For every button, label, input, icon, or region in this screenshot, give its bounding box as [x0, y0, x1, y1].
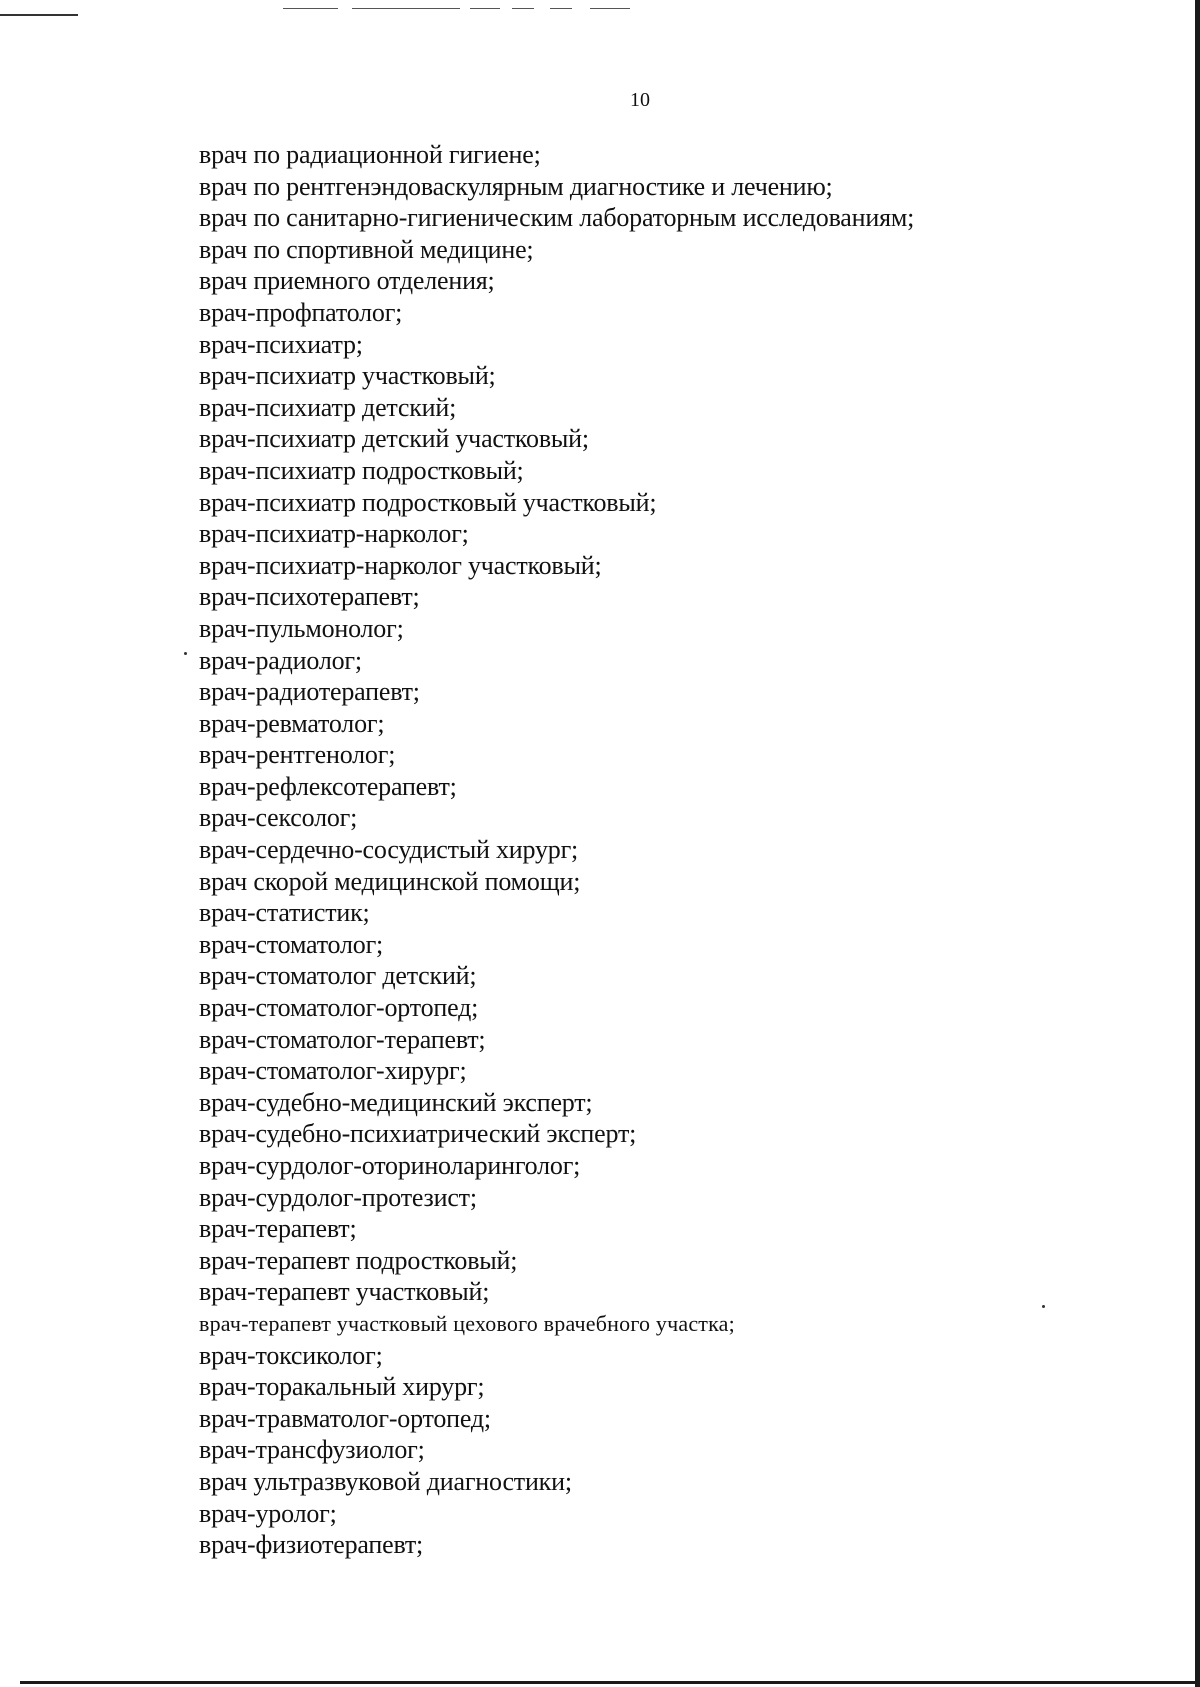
list-item: врач по радиационной гигиене; [199, 140, 541, 169]
list-item: врач по спортивной медицине; [199, 234, 534, 264]
scan-speck [184, 652, 187, 655]
list-item: врач-ревматолог; [199, 708, 385, 738]
scan-border-bottom [20, 1681, 1200, 1684]
scan-artifact-dash [470, 8, 500, 9]
specialty-list [199, 139, 914, 1561]
list-item: врач ультразвуковой диагностики; [199, 1466, 572, 1496]
list-item: врач-терапевт участковый; [199, 1277, 490, 1307]
scan-artifact-dash [352, 8, 460, 9]
scan-artifact-dash [512, 8, 534, 9]
list-item: врач по санитарно-гигиеническим лабораторным исследованиям; [199, 203, 915, 233]
page-number: 10 [630, 89, 650, 111]
scan-artifact-dash [550, 8, 572, 9]
list-item: врач-уролог; [199, 1498, 337, 1528]
list-item: врач-психиатр подростковый участковый; [199, 487, 657, 517]
scan-artifact-top-left [0, 14, 78, 16]
list-item: врач-профпатолог; [199, 297, 403, 327]
list-item: врач приемного отделения; [199, 266, 495, 296]
list-item: врач-сурдолог-протезист; [199, 1182, 477, 1212]
list-item: врач-стоматолог-терапевт; [199, 1024, 486, 1054]
list-item: врач-сексолог; [199, 803, 358, 833]
list-item: врач-психиатр-нарколог участковый; [199, 550, 602, 580]
list-item: врач-физиотерапевт; [199, 1530, 424, 1560]
list-item: врач-рентгенолог; [199, 740, 396, 770]
list-item: врач скорой медицинской помощи; [199, 866, 581, 896]
list-item: врач-стоматолог детский; [199, 961, 477, 991]
list-item: врач-психиатр участковый; [199, 361, 496, 391]
list-item: врач-терапевт; [199, 1214, 357, 1244]
list-item: врач-пульмонолог; [199, 613, 404, 643]
list-item: врач-психиатр-нарколог; [199, 519, 469, 549]
list-item: врач-трансфузиолог; [199, 1435, 425, 1465]
list-item: врач-психиатр подростковый; [199, 455, 524, 485]
list-item: врач-психиатр; [199, 329, 363, 359]
list-item: врач-терапевт подростковый; [199, 1245, 518, 1275]
list-item: врач-стоматолог-ортопед; [199, 993, 479, 1023]
list-item: врач-токсиколог; [199, 1340, 383, 1370]
list-item: врач-травматолог-ортопед; [199, 1403, 491, 1433]
list-item: врач-психиатр детский участковый; [199, 424, 589, 454]
scan-artifact-dash [283, 8, 338, 9]
list-item: врач-стоматолог; [199, 929, 384, 959]
list-item: врач-психиатр детский; [199, 392, 457, 422]
list-item: врач-рефлексотерапевт; [199, 771, 457, 801]
list-item: врач-судебно-психиатрический эксперт; [199, 1119, 637, 1149]
scan-border-right [1195, 0, 1200, 1687]
list-item: врач по рентгенэндоваскулярным диагностике и лечению; [199, 171, 833, 201]
list-item: врач-статистик; [199, 898, 370, 928]
list-item: врач-радиолог; [199, 645, 362, 675]
scan-artifact-dash [590, 8, 630, 9]
list-item: врач-судебно-медицинский эксперт; [199, 1087, 593, 1117]
list-item: врач-торакальный хирург; [199, 1372, 485, 1402]
list-item: врач-сурдолог-оториноларинголог; [199, 1151, 581, 1180]
list-item: врач-психотерапевт; [199, 582, 420, 612]
scan-speck [1042, 1305, 1045, 1308]
list-item: врач-стоматолог-хирург; [199, 1056, 467, 1086]
list-item: врач-радиотерапевт; [199, 677, 420, 707]
list-item: врач-сердечно-сосудистый хирург; [199, 835, 579, 865]
list-item: врач-терапевт участковый цехового врачебного участка; [199, 1310, 735, 1336]
